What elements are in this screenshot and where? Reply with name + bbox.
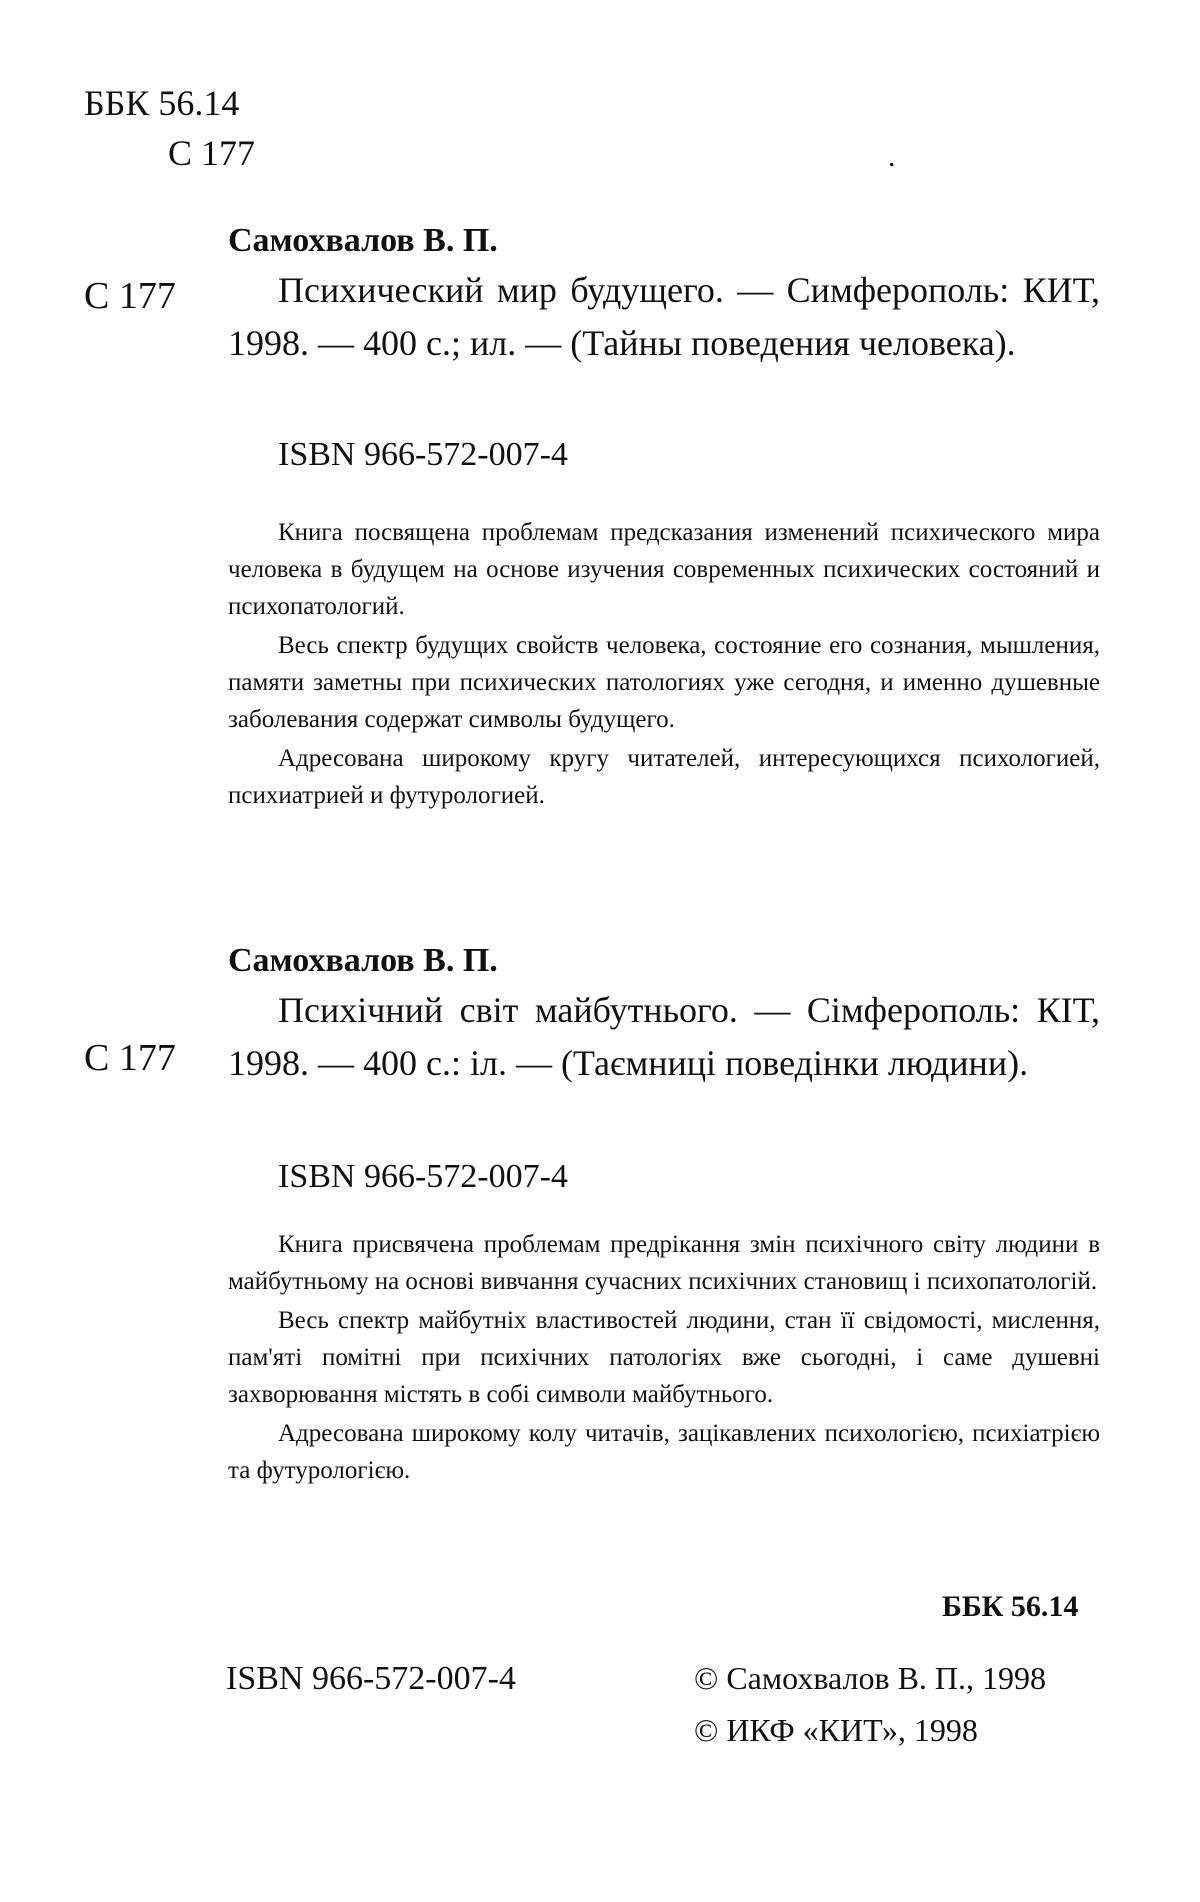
entry-ru-isbn: ISBN 966-572-007-4 bbox=[278, 436, 568, 473]
entry-uk-title: Психічний світ майбутнього. — Сімферополь: КІТ, 1998. — 400 с.: іл. — (Таємниці поведінки людини). bbox=[228, 990, 1100, 1083]
entry-uk-isbn: ISBN 966-572-007-4 bbox=[278, 1158, 568, 1195]
entry-ru-code: С 177 bbox=[84, 275, 176, 317]
annotation-paragraph: Адресована широкому колу читачів, зацікавлених психологією, психіатрією та футурологією. bbox=[228, 1420, 1100, 1484]
annotation-paragraph: Адресована широкому кругу читателей, интересующихся психологией, психиатрией и футурологией. bbox=[228, 745, 1100, 809]
entry-uk-annotation bbox=[228, 1226, 1100, 1491]
author-code-top: С 177 bbox=[168, 133, 256, 173]
entry-uk-author: Самохвалов В. П. bbox=[228, 942, 498, 979]
annotation-paragraph: Книга присвячена проблемам предрікання змін психічного світу людини в майбутньому на основі вивчання сучасних психічних становищ і психопатологій. bbox=[228, 1231, 1100, 1295]
copyright-publisher: © ИКФ «КИТ», 1998 bbox=[694, 1712, 978, 1748]
copyright-block bbox=[694, 1652, 1046, 1756]
entry-ru-title: Психический мир будущего. — Симферополь: КИТ, 1998. — 400 с.; ил. — (Тайны поведения человека). bbox=[228, 270, 1100, 363]
entry-uk-code: С 177 bbox=[84, 1037, 176, 1079]
annotation-paragraph: Книга посвящена проблемам предсказания изменений психического мира человека в будущем на основе изучения современных психических состояний и психопатологий. bbox=[228, 519, 1100, 620]
entry-ru-annotation bbox=[228, 514, 1100, 816]
copyright-author: © Самохвалов В. П., 1998 bbox=[694, 1660, 1047, 1696]
isbn-bottom: ISBN 966-572-007-4 bbox=[226, 1660, 516, 1697]
annotation-paragraph: Весь спектр будущих свойств человека, состояние его сознания, мышления, памяти заметны при психических патологиях уже сегодня, и именно душевные заболевания содержат символы будущего. bbox=[228, 632, 1100, 733]
bbk-index-bottom: ББК 56.14 bbox=[942, 1590, 1079, 1623]
print-speck: . bbox=[888, 140, 896, 173]
entry-ru-author: Самохвалов В. П. bbox=[228, 222, 498, 259]
bbk-index-top: ББК 56.14 bbox=[84, 83, 240, 123]
annotation-paragraph: Весь спектр майбутніх властивостей людини, стан її свідомості, мислення, пам'яті помітні при психічних патологіях вже сьогодні, і саме душевні захворювання містять в собі символи майбутнього. bbox=[228, 1307, 1100, 1408]
